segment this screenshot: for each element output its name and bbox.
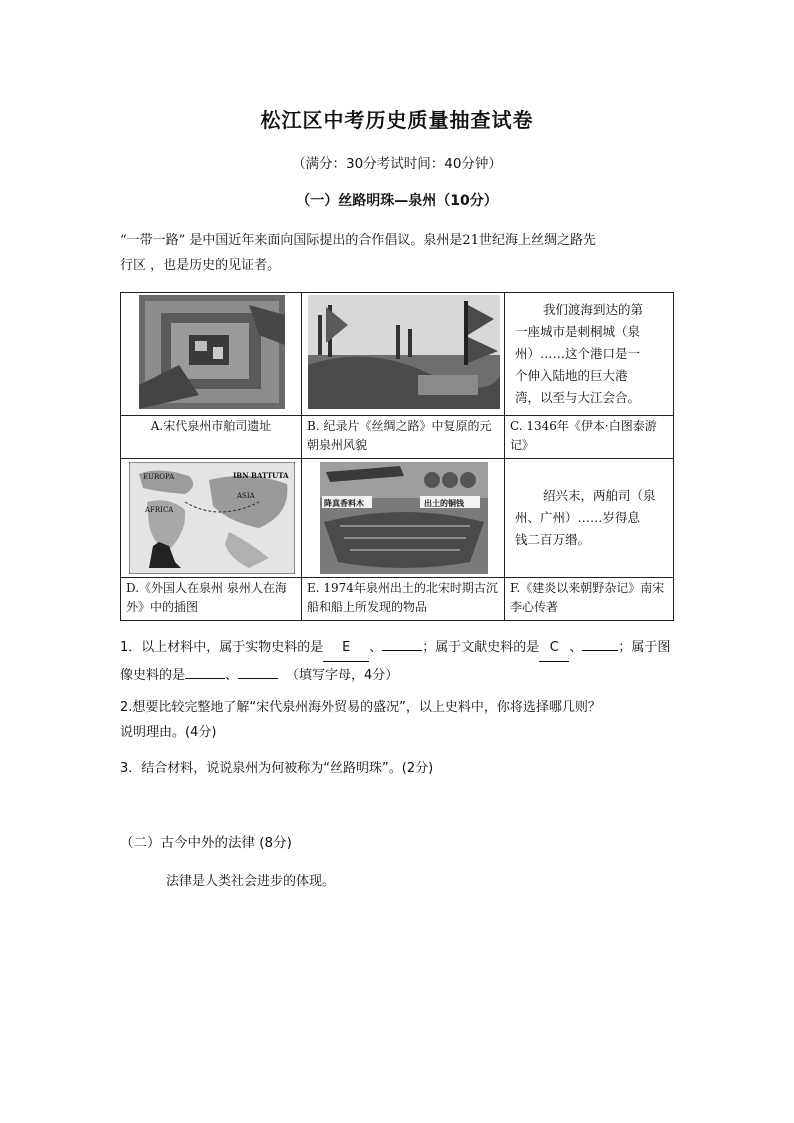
quote-line: 州）……这个港口是一 — [515, 346, 641, 361]
material-a-image-cell — [121, 293, 302, 416]
answer-blank[interactable] — [185, 678, 225, 679]
ruins-photo — [139, 295, 285, 409]
map-illustration — [129, 462, 295, 574]
section-1-intro — [120, 228, 685, 278]
shipwreck-photo — [320, 462, 488, 574]
intro-line-1: “一带一路” 是中国近年来面向国际提出的合作倡议。泉州是21世纪海上丝绸之路先 — [120, 233, 596, 248]
quote-line: 湾，以至与大江会合。 — [515, 390, 641, 405]
material-b-image-cell — [302, 293, 505, 416]
item-label: 出土的铜钱 — [424, 498, 464, 508]
answer-blank[interactable] — [238, 678, 278, 679]
intro-line-2: 行区 ，也是历史的见证者。 — [120, 258, 281, 273]
answer-blank[interactable]: C — [539, 634, 569, 662]
quote-line: 州、广州）……岁得息 — [515, 510, 641, 525]
section-2-intro: 法律是人类社会进步的体现。 — [166, 874, 336, 889]
material-e-image-cell — [302, 459, 505, 578]
quote-line: 一座城市是刺桐城（泉 — [515, 324, 641, 339]
question-3: 3．结合材料，说说泉州为何被称为“丝路明珠”。(2分) — [120, 761, 434, 776]
material-d-image-cell — [121, 459, 302, 578]
quote-line: 绍兴末，两舶司（泉 — [543, 488, 656, 503]
map-label: EUROPA — [143, 473, 175, 481]
material-c-caption: C. 1346年《伊本·白图泰游记》 — [505, 416, 674, 459]
question-1: 1．以上材料中，属于实物史料的是 E 、 ；属于文献史料的是 C 、 ；属于图像史料的是 、 （填写字母，4分） — [120, 634, 680, 689]
ships-photo — [308, 295, 500, 409]
material-f-quote — [505, 459, 674, 578]
section-1-heading: （一）丝路明珠—泉州（10分） — [296, 193, 498, 209]
answer-blank[interactable]: E — [323, 634, 369, 662]
answer-blank[interactable] — [582, 650, 618, 651]
quote-line: 个伸入陆地的巨大港 — [515, 368, 628, 383]
map-label: IBN BATTUTA — [233, 471, 289, 480]
map-label: AFRICA — [145, 506, 174, 514]
material-c-quote — [505, 293, 674, 416]
map-label: ASIA — [237, 492, 255, 500]
material-b-caption: B. 纪录片《丝绸之路》中复原的元朝泉州风貌 — [302, 416, 505, 459]
section-2-heading: （二）古今中外的法律 (8分) — [120, 835, 292, 851]
item-label: 降真香料木 — [324, 498, 364, 508]
materials-table — [120, 292, 674, 621]
material-d-caption: D.《外国人在泉州 泉州人在海外》中的插图 — [121, 578, 302, 621]
answer-blank[interactable] — [382, 650, 422, 651]
quote-line: 我们渡海到达的第 — [543, 302, 644, 317]
question-2: 2.想要比较完整地了解“宋代泉州海外贸易的盛况”，以上史料中，你将选择哪几则？ 说明理由。(4分) — [120, 700, 601, 740]
material-f-caption: F.《建炎以来朝野杂记》南宋 李心传著 — [505, 578, 674, 621]
material-a-caption: A.宋代泉州市舶司遗址 — [121, 416, 302, 459]
material-e-caption: E. 1974年泉州出土的北宋时期古沉船和船上所发现的物品 — [302, 578, 505, 621]
exam-info: （满分：30分考试时间：40分钟） — [292, 156, 502, 172]
page-title: 松江区中考历史质量抽查试卷 — [260, 108, 534, 132]
quote-line: 钱二百万缗。 — [515, 532, 591, 547]
